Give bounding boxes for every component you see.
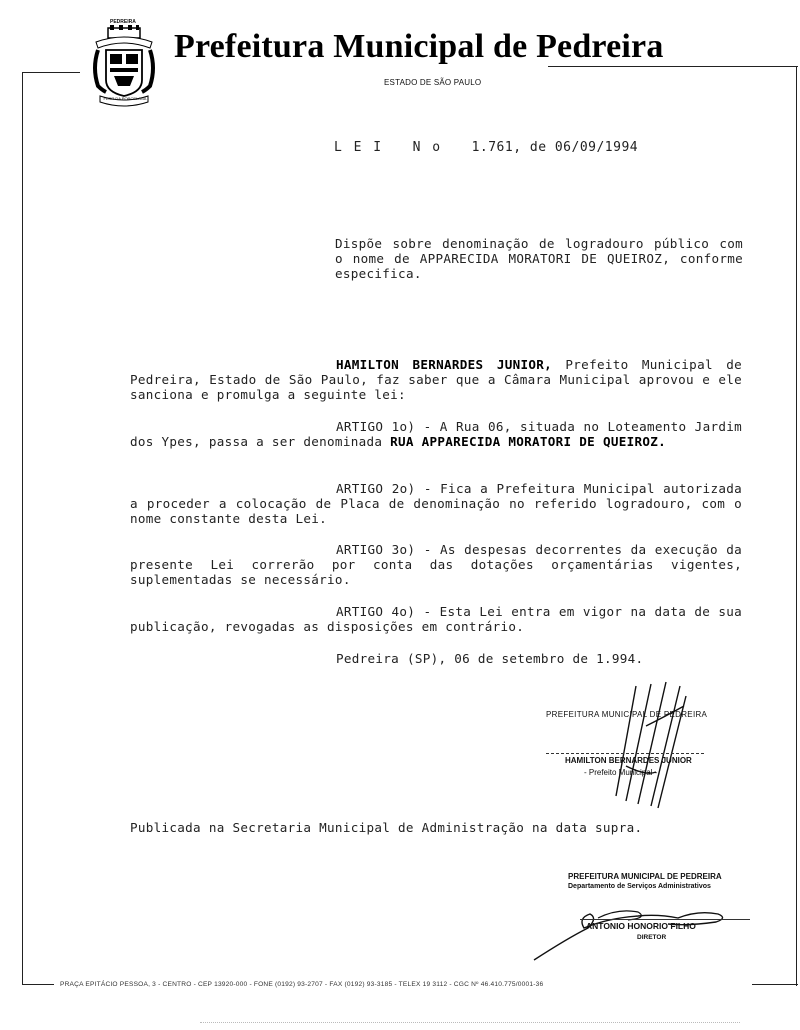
frame-bottom-right xyxy=(752,984,798,985)
article-1-text: - A Rua 06, situada no Loteamento Jardim dos Ypes, passa a ser denominada xyxy=(130,419,742,449)
article-2-label: ARTIGO 2o) xyxy=(336,481,416,496)
article-4-text: - Esta Lei entra em vigor na data de sua publicação, revogadas as disposições em contrário. xyxy=(130,604,742,634)
signature1-role: - Prefeito Municipal - xyxy=(584,768,658,777)
article-3 xyxy=(130,542,742,587)
law-title xyxy=(334,140,638,155)
preamble-text: Prefeito Municipal de Pedreira, Estado de São Paulo, faz saber que a Câmara Municipal aprovou e ele sanciona e promulga a seguinte lei: xyxy=(130,357,743,402)
article-2 xyxy=(130,481,742,526)
publication-note: Publicada na Secretaria Municipal de Administração na data supra. xyxy=(130,820,643,835)
date-line: Pedreira (SP), 06 de setembro de 1.994. xyxy=(336,651,644,666)
law-title-prefix: L E I N o xyxy=(334,140,443,155)
signature1-org: PREFEITURA MUNICIPAL DE PEDREIRA xyxy=(546,710,708,719)
signature2-name: ANTONIO HONORIO FILHO xyxy=(586,921,696,931)
signature1-line xyxy=(546,753,704,754)
state-subtitle: ESTADO DE SÃO PAULO xyxy=(384,78,482,87)
article-3-label: ARTIGO 3o) xyxy=(336,542,416,557)
preamble-paragraph xyxy=(130,357,742,402)
frame-top-right xyxy=(548,66,798,67)
article-4-label: ARTIGO 4o) xyxy=(336,604,416,619)
article-2-text: - Fica a Prefeitura Municipal autorizada a proceder a colocação de Placa de denominação no referido logradouro, com o nome constante desta Lei. xyxy=(130,481,742,526)
page-title: Prefeitura Municipal de Pedreira xyxy=(174,28,664,65)
signature2-dept: Departamento de Serviços Administrativos xyxy=(568,883,711,890)
footer-address: PRAÇA EPITÁCIO PESSOA, 3 - CENTRO - CEP 13920-000 - FONE (0192) 93-2707 - FAX (0192) 93-3185 - TELEX 19 3112 - CGC Nº 46.410.775/0001-36 xyxy=(60,981,544,988)
frame-top-left xyxy=(22,72,80,73)
signature2-org: PREFEITURA MUNICIPAL DE PEDREIRA xyxy=(568,872,722,881)
crest-motto: FLOR DA PORCELANA xyxy=(103,96,147,101)
frame-bottom-left xyxy=(22,984,54,985)
mayor-name: HAMILTON BERNARDES JUNIOR, xyxy=(336,357,552,372)
article-3-text: - As despesas decorrentes da execução da presente Lei correrão por conta das dotações orçamentárias vigentes, suplementadas se necessário. xyxy=(130,542,742,587)
frame-right xyxy=(796,66,797,986)
article-4 xyxy=(130,604,742,634)
article-1-label: ARTIGO 1o) xyxy=(336,419,416,434)
law-summary: Dispõe sobre denominação de logradouro público com o nome de APPARECIDA MORATORI DE QUEIROZ, conforme especifica. xyxy=(335,236,743,281)
mayor-signature-icon xyxy=(596,676,706,816)
law-title-number: 1.761, de 06/09/1994 xyxy=(471,140,639,155)
crest-banner-text: PEDREIRA xyxy=(110,19,136,25)
signature2-role: DIRETOR xyxy=(637,934,667,941)
street-name: RUA APPARECIDA MORATORI DE QUEIROZ. xyxy=(390,434,666,449)
frame-left xyxy=(22,72,23,984)
page-edge-artifact xyxy=(200,1022,740,1023)
signature2-line xyxy=(580,919,750,920)
article-1 xyxy=(130,419,742,449)
signature1-name: HAMILTON BERNARDES JUNIOR xyxy=(565,756,692,765)
